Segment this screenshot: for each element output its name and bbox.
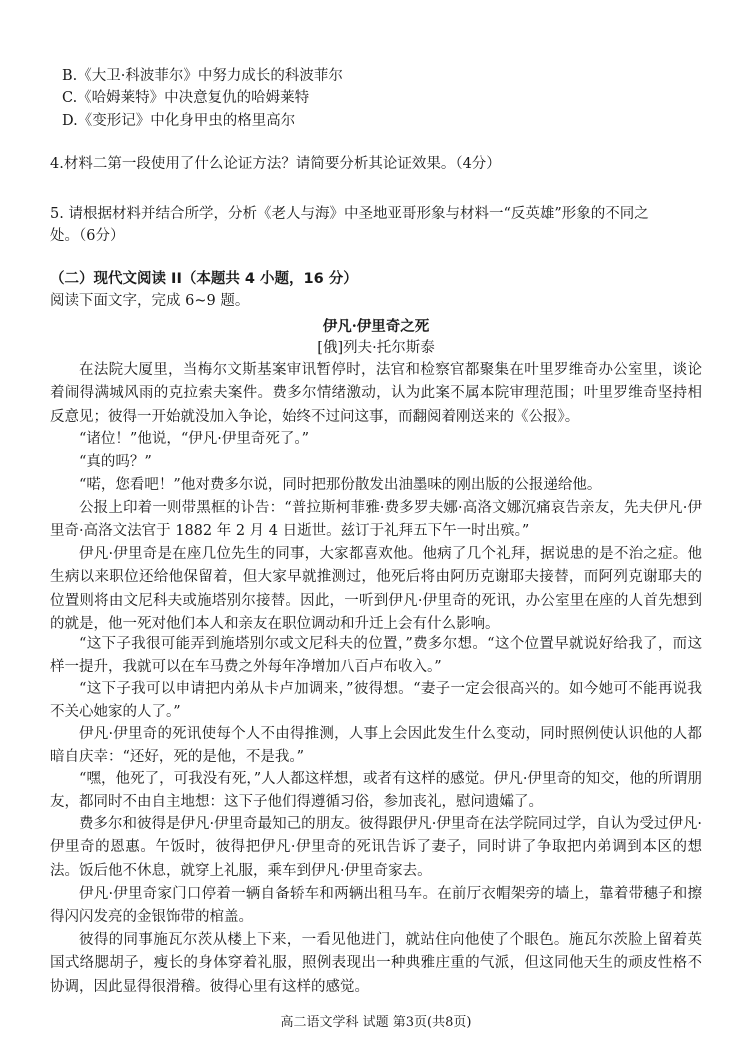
question-5-line1: 5. 请根据材料并结合所学，分析《老人与海》中圣地亚哥形象与材料一“反英雄”形象的不同之	[50, 206, 649, 222]
article-paragraph: 彼得的同事施瓦尔茨从楼上下来，一看见他进门，就站住向他使了个眼色。施瓦尔茨脸上留着英国式络腮胡子，瘦长的身体穿着礼服，照例表现出一种典雅庄重的气派，但这同他天生的顽皮性格不协调，因此显得很滑稽。彼得心里有这样的感觉。	[50, 932, 702, 995]
section-instruction: 阅读下面文字，完成 6~9 题。	[50, 293, 250, 309]
option-b: B.《大卫·科波菲尔》中努力成长的科波菲尔	[62, 68, 343, 84]
question-5-line2: 处。（6分）	[50, 228, 125, 244]
option-d: D.《变形记》中化身甲虫的格里高尔	[62, 113, 296, 129]
article-paragraph: “诸位！”他说，“伊凡·伊里奇死了。”	[79, 431, 310, 447]
page-footer: 高二语文学科 试题 第3页(共8页)	[280, 1015, 472, 1030]
option-c: C.《哈姆莱特》中决意复仇的哈姆莱特	[62, 90, 310, 106]
article-paragraph: 伊凡·伊里奇家门口停着一辆自备轿车和两辆出租马车。在前厅衣帽架旁的墙上，靠着带穗子和擦得闪闪发亮的金银饰带的棺盖。	[50, 886, 702, 926]
article-paragraph: 伊凡·伊里奇的死讯使每个人不由得推测，人事上会因此发生什么变动，同时照例使认识他的人都暗自庆幸：“还好，死的是他，不是我。”	[50, 726, 702, 766]
article-paragraph: 在法院大厦里，当梅尔文斯基案审讯暂停时，法官和检察官都聚集在叶里罗维奇办公室里，谈论着闹得满城风雨的克拉索夫案件。费多尔情绪激动，认为此案不属本院审理范围；叶里罗维奇坚持相反意见；彼得一开始就没加入争论，始终不过问这事，而翻阅着刚送来的《公报》。	[50, 362, 702, 425]
article-paragraph: 伊凡·伊里奇是在座几位先生的同事，大家都喜欢他。他病了几个礼拜，据说患的是不治之症。他生病以来职位还给他保留着，但大家早就推测过，他死后将由阿历克谢耶夫接替，而阿列克谢耶夫的位置则将由文尼科夫或施塔别尔接替。因此，一听到伊凡·伊里奇的死讯，办公室里在座的人首先想到的就是，他一死对他们本人和亲友在职位调动和升迁上会有什么影响。	[50, 546, 702, 632]
article-paragraph: “喏，您看吧！”他对费多尔说，同时把那份散发出油墨味的刚出版的公报递给他。	[79, 477, 602, 493]
article-paragraph: “这下子我可以申请把内弟从卡卢加调来，”彼得想。“妻子一定会很高兴的。如今她可不能再说我不关心她家的人了。”	[50, 681, 702, 721]
article-author: [俄]列夫·托尔斯泰	[317, 340, 435, 356]
article-paragraph: “嘿，他死了，可我没有死，”人人都这样想，或者有这样的感觉。伊凡·伊里奇的知交，他的所谓朋友，都同时不由自主地想：这下子他们得遵循习俗，参加丧礼，慰问遗孀了。	[50, 771, 702, 811]
article-paragraph: “这下子我很可能弄到施塔别尔或文尼科夫的位置，”费多尔想。“这个位置早就说好给我了，而这样一提升，我就可以在车马费之外每年净增加八百卢布收入。”	[50, 636, 702, 676]
article-paragraph: “真的吗？”	[79, 454, 152, 470]
article-title: 伊凡·伊里奇之死	[322, 318, 430, 335]
question-4: 4.材料二第一段使用了什么论证方法？请简要分析其论证效果。（4分）	[50, 156, 501, 172]
article-paragraph: 费多尔和彼得是伊凡·伊里奇最知己的朋友。彼得跟伊凡·伊里奇在法学院同过学，自认为受过伊凡·伊里奇的恩惠。午饭时，彼得把伊凡·伊里奇的死讯告诉了妻子，同时讲了争取把内弟调到本区的想法。饭后他不休息，就穿上礼服，乘车到伊凡·伊里奇家去。	[50, 816, 702, 879]
article-paragraph: 公报上印着一则带黑框的讣告：“普拉斯柯菲雅·费多罗夫娜·高洛文娜沉痛哀告亲友，先夫伊凡·伊里奇·高洛文法官于 1882 年 2 月 4 日逝世。兹订于礼拜五下午一时出殡。”	[50, 500, 702, 540]
section-heading: （二）现代文阅读 II（本题共 4 小题，16 分）	[50, 271, 358, 287]
